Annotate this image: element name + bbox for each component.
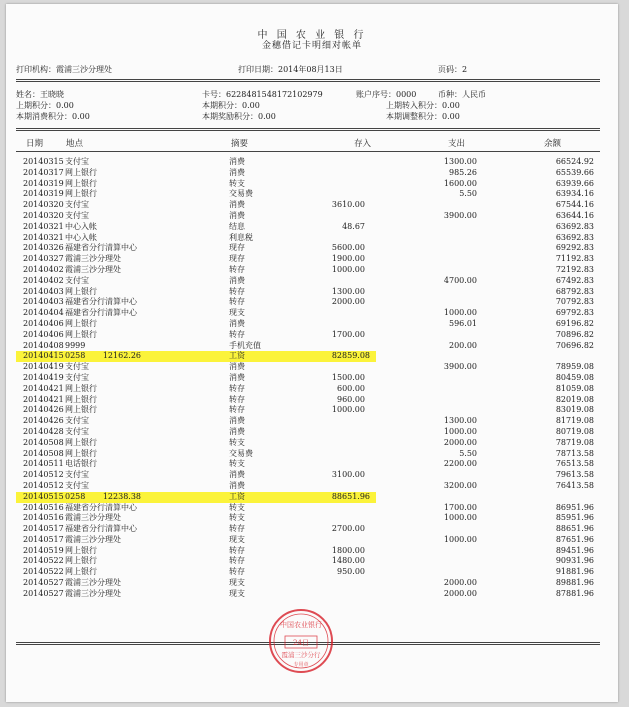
cell-deposit: 1300.00 — [331, 286, 365, 296]
table-row — [16, 503, 600, 514]
cell-place: 网上银行 — [65, 545, 97, 555]
table-row — [16, 179, 600, 190]
cell-deposit: 1800.00 — [331, 545, 365, 555]
table-header — [16, 137, 600, 149]
cell-withdraw: 985.26 — [449, 167, 477, 177]
cell-place: 福建省分行清算中心 — [65, 243, 137, 253]
cell-memo: 转存 — [229, 383, 245, 393]
cell-place: 网上银行 — [65, 286, 97, 296]
cell-balance: 80459.08 — [555, 372, 594, 382]
cell-place: 支付宝 — [65, 470, 89, 480]
cell-memo: 利息税 — [229, 232, 253, 242]
cell-memo: 现存 — [229, 254, 245, 264]
cell-place: 支付宝 — [65, 157, 89, 166]
bank-name: 中 国 农 业 银 行 — [257, 30, 367, 41]
cell-withdraw: 596.01 — [449, 318, 477, 328]
cell-deposit: 600.00 — [337, 383, 365, 393]
cell-date: 20140419 — [23, 362, 64, 372]
table-row-highlighted — [16, 492, 376, 503]
cell-date: 20140519 — [23, 545, 64, 555]
table-row — [16, 427, 600, 438]
cell-memo: 转支 — [229, 178, 245, 188]
cell-place: 网上银行 — [65, 394, 97, 404]
cell-date: 20140321 — [23, 232, 64, 242]
cell-balance: 63692.83 — [555, 232, 594, 242]
cell-date: 20140517 — [23, 534, 64, 544]
cell-memo: 消费 — [229, 157, 245, 166]
cell-balance: 89451.96 — [555, 545, 594, 555]
table-row — [16, 319, 600, 330]
cell-place: 网上银行 — [65, 189, 97, 199]
cell-place: 霞浦三沙分理处 — [65, 578, 121, 588]
cell-memo: 消费 — [229, 362, 245, 372]
table-row — [16, 513, 600, 524]
cell-date: 20140516 — [23, 513, 64, 523]
seal-bottom: 专用章 — [293, 662, 309, 668]
cell-date: 20140403 — [23, 286, 64, 296]
cell-place: 支付宝 — [65, 372, 89, 382]
cell-place: 网上银行 — [65, 383, 97, 393]
cell-place: 中心入帐 — [65, 221, 97, 231]
cell-withdraw: 1000.00 — [443, 426, 477, 436]
cell-balance: 81059.08 — [555, 383, 594, 393]
cell-deposit: 1000.00 — [331, 405, 365, 415]
cell-memo: 转支 — [229, 513, 245, 523]
cell-deposit: 12162.26 — [102, 351, 141, 361]
table-row — [16, 276, 600, 287]
table-row — [16, 308, 600, 319]
cell-place: 网上银行 — [65, 167, 97, 177]
cell-place: 网上银行 — [65, 437, 97, 447]
table-row — [16, 438, 600, 449]
cell-memo: 转存 — [229, 297, 245, 307]
cell-memo: 转支 — [229, 437, 245, 447]
col-memo: 摘要 — [231, 139, 249, 149]
cell-withdraw: 3200.00 — [443, 480, 477, 490]
table-row — [16, 243, 600, 254]
cell-memo: 结息 — [229, 221, 245, 231]
cell-place: 9999 — [65, 340, 86, 350]
cell-balance: 67544.16 — [555, 200, 594, 210]
table-row — [16, 200, 600, 211]
table-row — [16, 395, 600, 406]
cell-balance: 90931.96 — [555, 556, 594, 566]
cell-memo: 工资 — [229, 351, 245, 361]
cell-memo: 现支 — [229, 308, 245, 318]
cell-date: 20140406 — [23, 318, 64, 328]
cell-date: 20140421 — [23, 383, 64, 393]
cell-deposit: 1000.00 — [331, 264, 365, 274]
cell-deposit: 12238.38 — [102, 491, 141, 501]
cell-date: 20140426 — [23, 405, 64, 415]
cell-balance: 85951.96 — [555, 513, 594, 523]
cell-memo: 手机充值 — [229, 340, 261, 350]
card-number: 卡号：6228481548172102979 — [202, 90, 323, 99]
cell-memo: 转存 — [229, 545, 245, 555]
cell-balance: 66524.92 — [555, 157, 594, 166]
cell-balance: 72192.83 — [555, 264, 594, 274]
cell-balance: 69792.83 — [555, 308, 594, 318]
cell-withdraw: 3900.00 — [443, 362, 477, 372]
cell-place: 0258 — [65, 491, 86, 501]
cell-balance: 63692.83 — [555, 221, 594, 231]
cell-balance: 83019.08 — [555, 405, 594, 415]
cell-date: 20140402 — [23, 264, 64, 274]
print-org: 打印机构：霞浦三沙分理处 — [16, 65, 112, 74]
cell-balance: 80719.08 — [555, 426, 594, 436]
cell-memo: 转支 — [229, 502, 245, 512]
cell-deposit: 48.67 — [342, 221, 365, 231]
cell-date: 20140319 — [23, 189, 64, 199]
cell-deposit: 960.00 — [337, 394, 365, 404]
transaction-table — [16, 137, 600, 600]
cell-withdraw: 4700.00 — [443, 275, 477, 285]
cell-date: 20140421 — [23, 394, 64, 404]
cell-balance: 63644.16 — [555, 210, 594, 220]
cell-balance: 68792.83 — [555, 286, 594, 296]
table-row — [16, 470, 600, 481]
table-row-highlighted — [16, 351, 376, 362]
cell-balance: 70792.83 — [555, 297, 594, 307]
cell-date: 20140428 — [23, 426, 64, 436]
this-points: 本期积分：0.00 — [202, 101, 260, 110]
cell-balance: 69292.83 — [555, 243, 594, 253]
cell-balance: 71192.83 — [555, 254, 594, 264]
currency: 币种：人民币 — [438, 90, 486, 99]
cell-place: 福建省分行清算中心 — [65, 524, 137, 534]
table-row — [16, 416, 600, 427]
table-row — [16, 265, 600, 276]
cell-balance: 87651.96 — [555, 534, 594, 544]
cell-deposit: 5600.00 — [331, 243, 365, 253]
cell-date: 20140522 — [23, 556, 64, 566]
cell-date: 20140426 — [23, 416, 64, 426]
cell-memo: 转存 — [229, 567, 245, 577]
cell-date: 20140320 — [23, 200, 64, 210]
cell-memo: 现存 — [229, 243, 245, 253]
cell-memo: 转存 — [229, 329, 245, 339]
cell-memo: 工资 — [229, 491, 245, 501]
cell-memo: 现支 — [229, 534, 245, 544]
cell-date: 20140327 — [23, 254, 64, 264]
cell-date: 20140408 — [23, 340, 64, 350]
cell-memo: 消费 — [229, 200, 245, 210]
cell-deposit: 1480.00 — [331, 556, 365, 566]
cell-place: 支付宝 — [65, 480, 89, 490]
col-deposit: 存入 — [354, 139, 372, 149]
account-seq: 账户序号：0000 — [356, 90, 417, 99]
cell-memo: 转存 — [229, 524, 245, 534]
cell-balance: 67492.83 — [555, 275, 594, 285]
cell-date: 20140320 — [23, 210, 64, 220]
cell-memo: 消费 — [229, 426, 245, 436]
cell-memo: 转存 — [229, 394, 245, 404]
cell-memo: 消费 — [229, 167, 245, 177]
cell-withdraw: 1000.00 — [443, 308, 477, 318]
cell-deposit: 1500.00 — [331, 372, 365, 382]
cell-date: 20140516 — [23, 502, 64, 512]
print-date: 打印日期：2014年08月13日 — [238, 65, 343, 74]
cell-place: 支付宝 — [65, 210, 89, 220]
cell-date: 20140515 — [23, 491, 64, 501]
cell-place: 网上银行 — [65, 329, 97, 339]
cell-memo: 转存 — [229, 556, 245, 566]
table-row — [16, 384, 600, 395]
cell-memo: 交易费 — [229, 448, 253, 458]
adjust-points: 本期调整积分：0.00 — [386, 112, 460, 121]
cell-place: 福建省分行清算中心 — [65, 297, 137, 307]
table-row — [16, 556, 600, 567]
cell-withdraw: 1600.00 — [443, 178, 477, 188]
cell-place: 网上银行 — [65, 405, 97, 415]
cell-withdraw: 2000.00 — [443, 578, 477, 588]
cell-balance: 81719.08 — [555, 416, 594, 426]
cell-date: 20140406 — [23, 329, 64, 339]
cell-place: 网上银行 — [65, 178, 97, 188]
cell-memo: 消费 — [229, 416, 245, 426]
cell-withdraw: 1000.00 — [443, 513, 477, 523]
cell-memo: 转支 — [229, 459, 245, 469]
cell-balance: 82859.08 — [331, 351, 370, 361]
cell-date: 20140522 — [23, 567, 64, 577]
table-row — [16, 233, 600, 244]
cell-place: 支付宝 — [65, 416, 89, 426]
cell-memo: 交易费 — [229, 189, 253, 199]
table-row — [16, 449, 600, 460]
cell-memo: 消费 — [229, 318, 245, 328]
table-row — [16, 567, 600, 578]
cell-balance: 63934.16 — [555, 189, 594, 199]
cell-date: 20140508 — [23, 437, 64, 447]
cell-memo: 转存 — [229, 405, 245, 415]
table-row — [16, 168, 600, 179]
cell-deposit: 950.00 — [337, 567, 365, 577]
cell-place: 支付宝 — [65, 200, 89, 210]
cell-balance: 87881.96 — [555, 588, 594, 598]
cell-withdraw: 1700.00 — [443, 502, 477, 512]
cell-balance: 76513.58 — [555, 459, 594, 469]
cell-date: 20140326 — [23, 243, 64, 253]
cell-withdraw: 2000.00 — [443, 588, 477, 598]
cell-date: 20140527 — [23, 578, 64, 588]
cell-date: 20140317 — [23, 167, 64, 177]
table-row — [16, 254, 600, 265]
seal-branch: 霞浦三沙分行 — [281, 651, 321, 659]
cell-date: 20140402 — [23, 275, 64, 285]
cell-date: 20140517 — [23, 524, 64, 534]
table-row — [16, 222, 600, 233]
col-balance: 余额 — [544, 139, 562, 149]
cell-place: 0258 — [65, 351, 86, 361]
account-name: 姓名：王晓晓 — [16, 90, 64, 99]
cell-place: 支付宝 — [65, 362, 89, 372]
table-row — [16, 157, 600, 168]
cell-memo: 消费 — [229, 480, 245, 490]
cell-balance: 78719.08 — [555, 437, 594, 447]
bank-seal — [268, 608, 334, 674]
table-row — [16, 546, 600, 557]
cell-balance: 89881.96 — [555, 578, 594, 588]
cell-balance: 91881.96 — [555, 567, 594, 577]
reward-points: 本期奖励积分：0.00 — [202, 112, 276, 121]
cell-place: 支付宝 — [65, 275, 89, 285]
header-divider — [16, 79, 600, 82]
cell-balance: 78713.58 — [555, 448, 594, 458]
cell-memo: 消费 — [229, 210, 245, 220]
cell-withdraw: 5.50 — [459, 189, 477, 199]
cell-date: 20140508 — [23, 448, 64, 458]
table-row — [16, 330, 600, 341]
col-date: 日期 — [26, 139, 44, 149]
cell-place: 霞浦三沙分理处 — [65, 588, 121, 598]
consume-points: 本期消费积分：0.00 — [16, 112, 90, 121]
cell-balance: 88651.96 — [555, 524, 594, 534]
cell-date: 20140404 — [23, 308, 64, 318]
cell-balance: 76413.58 — [555, 480, 594, 490]
cell-place: 福建省分行清算中心 — [65, 502, 137, 512]
cell-withdraw: 5.50 — [459, 448, 477, 458]
cell-withdraw: 3900.00 — [443, 210, 477, 220]
cell-memo: 消费 — [229, 372, 245, 382]
cell-place: 中心入帐 — [65, 232, 97, 242]
cell-balance: 65539.66 — [555, 167, 594, 177]
table-row — [16, 459, 600, 470]
table-row — [16, 405, 600, 416]
table-row — [16, 287, 600, 298]
table-row — [16, 535, 600, 546]
cell-balance: 82019.08 — [555, 394, 594, 404]
table-row — [16, 189, 600, 200]
cell-place: 霞浦三沙分理处 — [65, 254, 121, 264]
table-row — [16, 481, 600, 492]
page-number: 页码：2 — [438, 65, 468, 74]
cell-date: 20140527 — [23, 588, 64, 598]
cell-place: 霞浦三沙分理处 — [65, 534, 121, 544]
cell-place: 电话银行 — [65, 459, 97, 469]
header-underline — [16, 151, 600, 152]
cell-memo: 现支 — [229, 588, 245, 598]
seal-bank-name: 中国农业银行 — [280, 621, 322, 629]
cell-withdraw: 2200.00 — [443, 459, 477, 469]
table-row — [16, 362, 600, 373]
cell-date: 20140511 — [23, 459, 64, 469]
cell-date: 20140419 — [23, 372, 64, 382]
cell-place: 网上银行 — [65, 318, 97, 328]
cell-balance: 63939.66 — [555, 178, 594, 188]
cell-deposit: 2000.00 — [331, 297, 365, 307]
col-withdraw: 支出 — [448, 139, 466, 149]
cell-balance: 69196.82 — [555, 318, 594, 328]
cell-withdraw: 2000.00 — [443, 437, 477, 447]
table-row — [16, 373, 600, 384]
statement-page — [6, 4, 618, 702]
info-divider — [16, 128, 600, 131]
cell-date: 20140415 — [23, 351, 64, 361]
cell-place: 支付宝 — [65, 426, 89, 436]
cell-date: 20140321 — [23, 221, 64, 231]
last-points: 上期积分：0.00 — [16, 101, 74, 110]
transaction-rows — [16, 157, 600, 600]
cell-place: 网上银行 — [65, 448, 97, 458]
cell-balance: 70696.82 — [555, 340, 594, 350]
table-row — [16, 341, 600, 352]
cell-deposit: 2700.00 — [331, 524, 365, 534]
cell-place: 福建省分行清算中心 — [65, 308, 137, 318]
cell-deposit: 3610.00 — [331, 200, 365, 210]
cell-place: 霞浦三沙分理处 — [65, 513, 121, 523]
cell-deposit: 1900.00 — [331, 254, 365, 264]
cell-date: 20140315 — [23, 157, 64, 166]
cell-memo: 消费 — [229, 470, 245, 480]
cell-memo: 现支 — [229, 578, 245, 588]
table-row — [16, 524, 600, 535]
cell-place: 网上银行 — [65, 556, 97, 566]
cell-withdraw: 1000.00 — [443, 534, 477, 544]
cell-place: 霞浦三沙分理处 — [65, 264, 121, 274]
table-row — [16, 578, 600, 589]
table-row — [16, 297, 600, 308]
cell-balance: 86951.96 — [555, 502, 594, 512]
table-row — [16, 589, 600, 600]
cell-date: 20140319 — [23, 178, 64, 188]
cell-date: 20140512 — [23, 470, 64, 480]
seal-day: 24日 — [293, 639, 309, 647]
cell-balance: 78959.08 — [555, 362, 594, 372]
cell-balance: 88651.96 — [331, 491, 370, 501]
transfer-points: 上期转入积分：0.00 — [386, 101, 460, 110]
cell-date: 20140512 — [23, 480, 64, 490]
cell-memo: 转存 — [229, 264, 245, 274]
cell-withdraw: 1300.00 — [443, 157, 477, 166]
cell-memo: 消费 — [229, 275, 245, 285]
cell-deposit: 3100.00 — [331, 470, 365, 480]
cell-deposit: 1700.00 — [331, 329, 365, 339]
cell-withdraw: 200.00 — [449, 340, 477, 350]
cell-place: 网上银行 — [65, 567, 97, 577]
statement-title: 金穗借记卡明细对帐单 — [261, 41, 362, 51]
cell-balance: 70896.82 — [555, 329, 594, 339]
cell-balance: 79613.58 — [555, 470, 594, 480]
col-place: 地点 — [66, 139, 84, 149]
cell-withdraw: 1300.00 — [443, 416, 477, 426]
cell-date: 20140403 — [23, 297, 64, 307]
table-row — [16, 211, 600, 222]
cell-memo: 转存 — [229, 286, 245, 296]
